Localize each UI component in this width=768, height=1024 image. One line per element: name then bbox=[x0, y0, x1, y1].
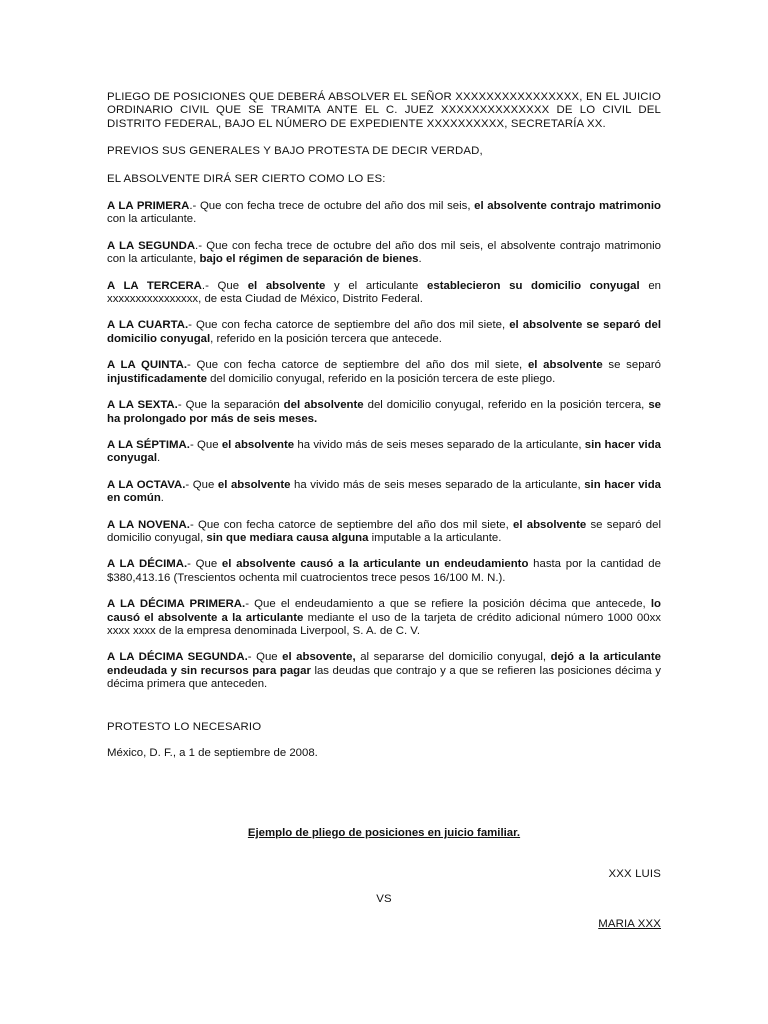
position-bold-text: sin que mediara causa alguna bbox=[206, 531, 369, 544]
position-label: A LA CUARTA. bbox=[107, 319, 189, 332]
position-label: A LA OCTAVA. bbox=[107, 478, 186, 491]
position-bold-text: el absolvente se separó del domicilio conyugal bbox=[107, 319, 661, 345]
position-bold-text: el absolvente causó a la articulante un endeudamiento bbox=[221, 558, 529, 571]
document-body bbox=[107, 91, 661, 760]
position-bold-text: el absolvente bbox=[217, 478, 291, 491]
position-text: .- Que con fecha trece de octubre del año dos mil seis, el absolvente contrajo matrimonio con la articulante, bbox=[107, 239, 661, 266]
position-bold-text: injustificadamente bbox=[107, 372, 208, 385]
intro-paragraph: PLIEGO DE POSICIONES QUE DEBERÁ ABSOLVER EL SEÑOR XXXXXXXXXXXXXXXX, EN EL JUICIO ORDINARIO CIVIL QUE SE TRAMITA ANTE EL C. JUEZ XXXXXXXXXXXXXX DE LO CIVIL DEL DISTRITO FEDERAL, BAJO EL NÚMERO DE EXPEDIENTE XXXXXXXXXX, SECRETARÍA XX. bbox=[107, 91, 661, 130]
position-bold-text: del absolvente bbox=[283, 399, 364, 412]
position-paragraph bbox=[107, 519, 661, 546]
position-text: con la articulante. bbox=[107, 213, 197, 226]
position-text: y el articulante bbox=[325, 279, 428, 292]
position-paragraph bbox=[107, 558, 661, 585]
position-paragraph bbox=[107, 439, 661, 466]
position-paragraph bbox=[107, 359, 661, 386]
positions-list bbox=[107, 200, 661, 692]
position-bold-text: sin hacer vida conyugal bbox=[107, 438, 662, 465]
position-text: .- Que con fecha trece de octubre del año dos mil seis, bbox=[189, 200, 475, 213]
position-label: A LA QUINTA. bbox=[107, 359, 187, 372]
position-paragraph bbox=[107, 651, 661, 691]
position-label: A LA SEXTA. bbox=[107, 399, 178, 412]
position-text: ha vivido más de seis meses separado de la articulante, bbox=[290, 478, 585, 491]
position-bold-text: el absolvente contrajo matrimonio bbox=[474, 200, 661, 213]
position-text: hasta por la cantidad de $380,413.16 (Trescientos ochenta mil cuatrocientos trece pesos 16/100 M. N.). bbox=[107, 558, 661, 584]
position-paragraph bbox=[107, 319, 661, 346]
position-bold-text: se ha prolongado por más de seis meses. bbox=[107, 399, 661, 425]
position-label: A LA NOVENA. bbox=[107, 518, 190, 531]
position-text: - Que bbox=[247, 651, 283, 664]
position-bold-text: el absovente, bbox=[282, 651, 356, 664]
position-text: . bbox=[157, 452, 161, 465]
position-text: se separó bbox=[602, 359, 661, 372]
position-label: A LA TERCERA bbox=[107, 279, 202, 292]
position-text: las deudas que contrajo y a que se refieren las posiciones décima y décima primera que anteceden. bbox=[107, 664, 661, 691]
position-bold-text: el absolvente bbox=[527, 359, 603, 372]
position-label: A LA DÉCIMA. bbox=[107, 558, 188, 571]
position-text: - Que bbox=[185, 478, 218, 491]
document-caption: Ejemplo de pliego de posiciones en juicio familiar. bbox=[247, 827, 521, 839]
position-paragraph bbox=[107, 479, 661, 506]
position-bold-text: el absolvente bbox=[221, 438, 295, 451]
position-label: A LA SEGUNDA bbox=[107, 239, 196, 252]
position-label: A LA PRIMERA bbox=[107, 200, 190, 213]
position-text: - Que bbox=[189, 438, 222, 451]
position-paragraph bbox=[107, 240, 661, 267]
position-text: .- Que bbox=[201, 279, 248, 292]
position-text: . bbox=[418, 253, 422, 266]
position-bold-text: el absolvente bbox=[513, 518, 587, 531]
versus-text: VS bbox=[376, 893, 392, 905]
position-bold-text: dejó a la articulante endeudada y sin recursos para pagar bbox=[107, 651, 662, 677]
position-text: mediante el uso de la tarjeta de crédito adicional número 1000 00xx xxxx xxxx de la empresa denominada Liverpool, S. A. de C. V. bbox=[107, 611, 661, 637]
date-text: México, D. F., a 1 de septiembre de 2008. bbox=[107, 747, 318, 759]
position-paragraph bbox=[107, 200, 661, 227]
position-bold-text: sin hacer vida en común bbox=[107, 478, 661, 505]
position-text: ha vivido más de seis meses separado de la articulante, bbox=[294, 438, 585, 451]
position-text: se separó del domicilio conyugal, bbox=[107, 518, 662, 544]
protesto-text: PROTESTO LO NECESARIO bbox=[107, 720, 262, 733]
position-label: A LA DÉCIMA SEGUNDA. bbox=[107, 651, 248, 664]
position-text: , referido en la posición tercera que antecede. bbox=[210, 332, 442, 345]
position-text: imputable a la articulante. bbox=[368, 531, 502, 544]
position-text: - Que bbox=[187, 558, 222, 571]
position-paragraph bbox=[107, 280, 661, 307]
position-text: - Que el endeudamiento a que se refiere la posición décima que antecede, bbox=[245, 598, 651, 611]
position-label: A LA SÉPTIMA. bbox=[107, 438, 190, 451]
position-bold-text: bajo el régimen de separación de bienes bbox=[199, 253, 419, 266]
position-bold-text: el absolvente bbox=[247, 279, 326, 292]
position-text: en xxxxxxxxxxxxxxxx, de esta Ciudad de México, Distrito Federal. bbox=[107, 279, 661, 306]
position-text: al separarse del domicilio conyugal, bbox=[355, 651, 551, 664]
position-text: - Que con fecha catorce de septiembre del año dos mil siete, bbox=[187, 359, 528, 372]
position-text: del domicilio conyugal, referido en la posición tercera, bbox=[363, 399, 649, 412]
position-text: - Que con fecha catorce de septiembre del año dos mil siete, bbox=[188, 319, 510, 332]
position-label: A LA DÉCIMA PRIMERA. bbox=[107, 598, 246, 611]
previos-paragraph: PREVIOS SUS GENERALES Y BAJO PROTESTA DE DECIR VERDAD, bbox=[107, 145, 483, 158]
position-bold-text: establecieron su domicilio conyugal bbox=[427, 279, 640, 292]
position-text: - Que con fecha catorce de septiembre del año dos mil siete, bbox=[189, 518, 513, 531]
party-two: MARIA XXX bbox=[598, 918, 661, 930]
position-paragraph bbox=[107, 399, 661, 426]
absolvente-paragraph: EL ABSOLVENTE DIRÁ SER CIERTO COMO LO ES: bbox=[107, 172, 386, 185]
position-text: - Que la separación bbox=[177, 399, 284, 412]
party-one: XXX LUIS bbox=[608, 868, 661, 880]
position-bold-text: lo causó el absolvente a la articulante bbox=[107, 598, 661, 624]
position-text: del domicilio conyugal, referido en la posición tercera de este pliego. bbox=[207, 372, 556, 385]
position-text: . bbox=[160, 492, 164, 505]
position-paragraph bbox=[107, 598, 661, 638]
